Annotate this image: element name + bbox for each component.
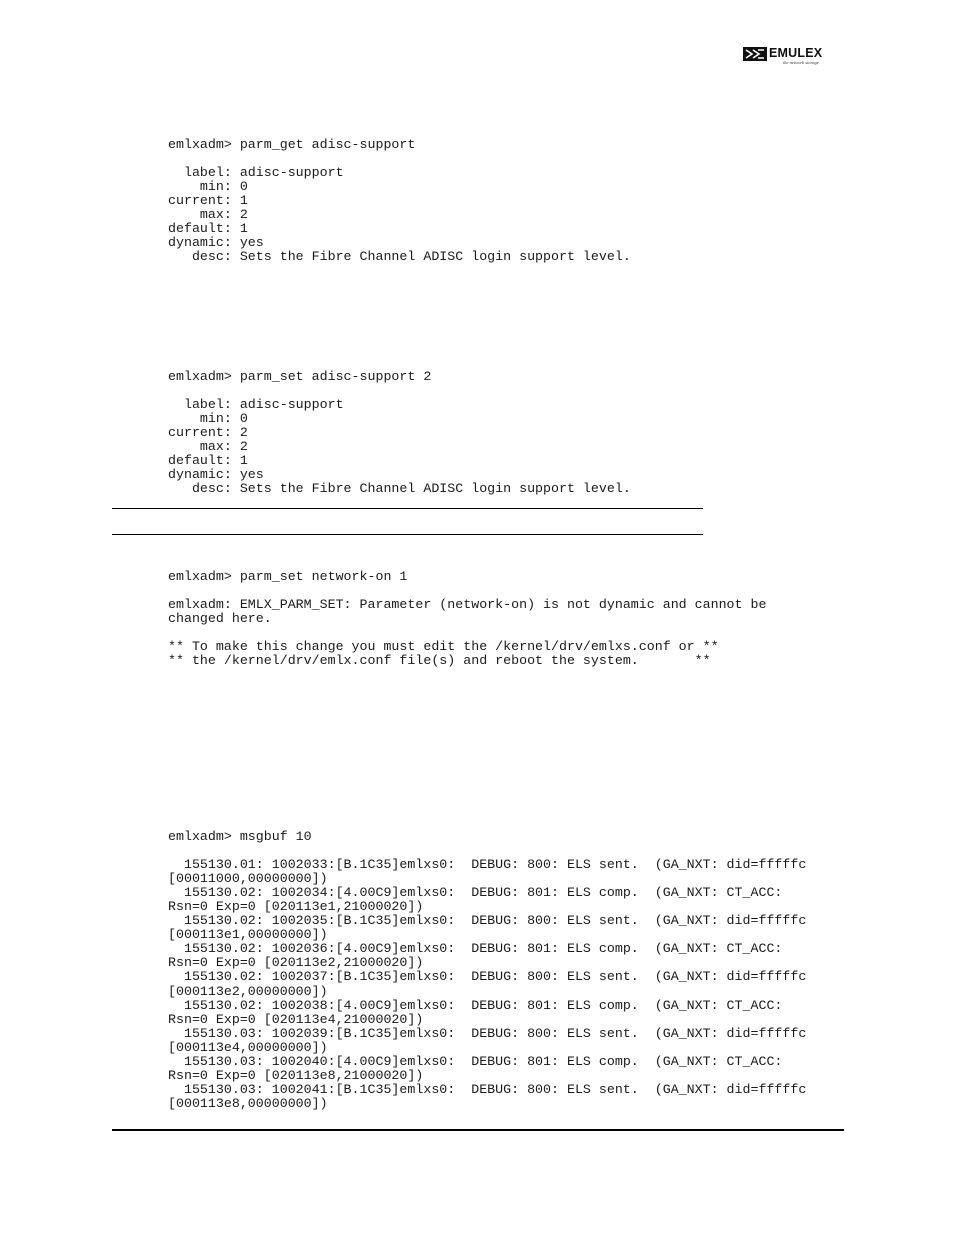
- divider-line: [112, 534, 703, 535]
- code-block-parm-set: emlxadm> parm_set adisc-support 2 label: adisc-support min: 0 current: 2 max: 2 default: 1 dynamic: yes desc: Sets the Fibre Channel ADISC login support level.: [168, 369, 631, 497]
- code-block-parm-set-error: emlxadm> parm_set network-on 1 emlxadm: EMLX_PARM_SET: Parameter (network-on) is not dynamic and cannot be changed here. ** To make this change you must edit the /kernel/drv/emlxs.conf or ** ** the /kernel/drv/emlx.conf file(s) and reboot the system. **: [168, 569, 767, 669]
- emulex-mark-icon: [743, 47, 767, 61]
- logo-tagline: the network storage: [783, 60, 819, 65]
- logo-wordmark: EMULEX: [769, 46, 823, 60]
- code-block-msgbuf: emlxadm> msgbuf 10 155130.01: 1002033:[B.1C35]emlxs0: DEBUG: 800: ELS sent. (GA_NXT: did=fffffc [00011000,00000000]) 155130.02: 1002034:[4.00C9]emlxs0: DEBUG: 801: ELS comp. (GA_NXT: CT_ACC: Rsn=0 Exp=0 [020113e1,21000020]) 155130.02: 1002035:[B.1C35]emlxs0: DEBUG: 800: ELS sent. (GA_NXT: did=fffffc [000113e1,00000000]) 155130.02: 1002036:[4.00C9]emlxs0: DEBUG: 801: ELS comp. (GA_NXT: CT_ACC: Rsn=0 Exp=0 [020113e2,21000020]) 155130.02: 1002037:[B.1C35]emlxs0: DEBUG: 800: ELS sent. (GA_NXT: did=fffffc [000113e2,00000000]) 155130.02: 1002038:[4.00C9]emlxs0: DEBUG: 801: ELS comp. (GA_NXT: CT_ACC: Rsn=0 Exp=0 [020113e4,21000020]) 155130.03: 1002039:[B.1C35]emlxs0: DEBUG: 800: ELS sent. (GA_NXT: did=fffffc [000113e4,00000000]) 155130.03: 1002040:[4.00C9]emlxs0: DEBUG: 801: ELS comp. (GA_NXT: CT_ACC: Rsn=0 Exp=0 [020113e8,21000020]) 155130.03: 1002041:[B.1C35]emlxs0: DEBUG: 800: ELS sent. (GA_NXT: did=fffffc [000113e8,00000000]): [168, 829, 807, 1111]
- footer-rule: [112, 1129, 844, 1131]
- code-block-parm-get: emlxadm> parm_get adisc-support label: adisc-support min: 0 current: 1 max: 2 default: 1 dynamic: yes desc: Sets the Fibre Channel ADISC login support level.: [168, 137, 631, 265]
- divider-line: [112, 508, 703, 509]
- emulex-logo: [743, 44, 843, 68]
